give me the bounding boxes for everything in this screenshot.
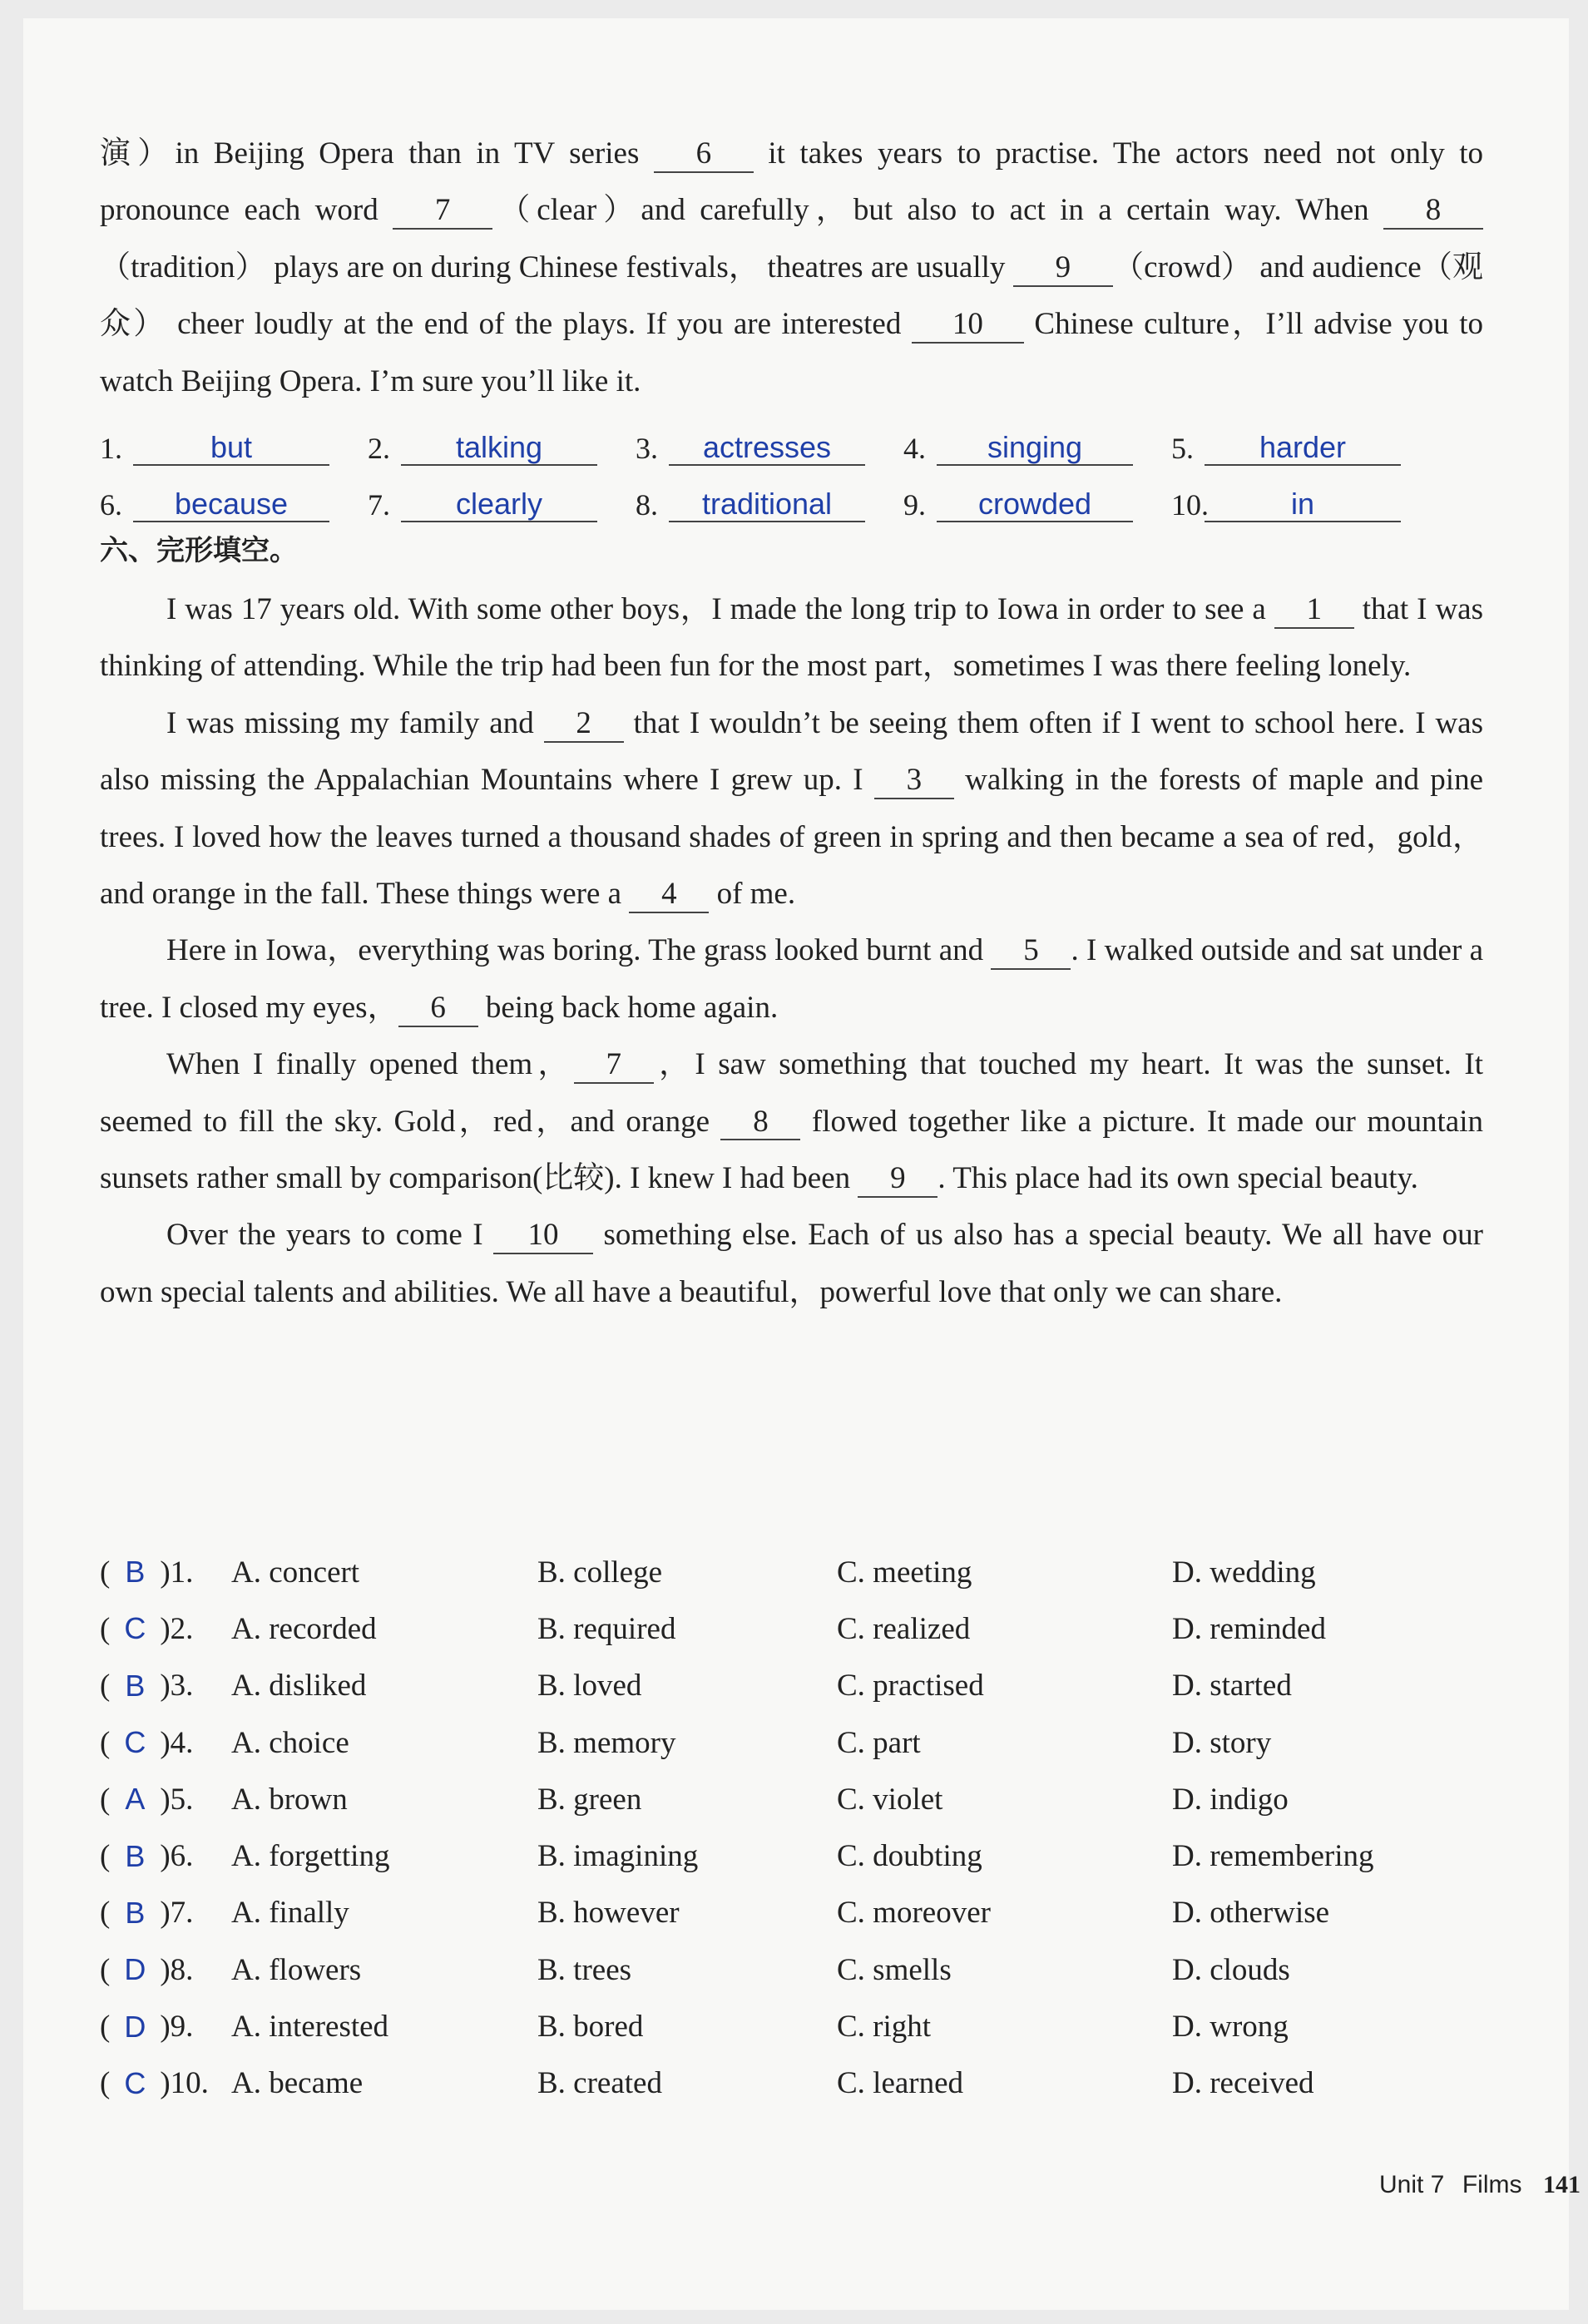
option-a: A. flowers [231,1952,362,1987]
answer-item [903,487,1171,522]
multiple-choice-list [100,1544,1514,2112]
unit-title: Films [1462,2171,1522,2198]
question-num-text: 9. [170,2010,194,2045]
answer-item [368,487,636,522]
blank-10: 10 [493,1219,593,1254]
passage-text: ，I saw something that touched my heart. It was the sunset. It seemed to fill the sky. Gold，red，and orange [100,1047,1483,1139]
option-c: C. moreover [837,1896,991,1931]
answer-number: 8. [636,488,658,522]
answer-item [1171,430,1439,466]
option-b: B. memory [537,1725,676,1760]
blank-6: 6 [654,137,754,173]
top-passage [100,126,1483,410]
answer-item [100,430,368,466]
answer-number: 1. [100,432,122,465]
option-b: B. however [537,1896,680,1931]
option-a: A. choice [231,1725,349,1760]
fill-in-answers [100,409,1483,522]
option-d: D. remembering [1172,1839,1374,1874]
question-row [100,2055,1514,2112]
page-number: 141 [1543,2171,1581,2198]
question-row [100,1544,1514,1600]
blank-9: 9 [858,1162,937,1198]
answer-item [368,430,636,466]
option-c: C. part [837,1725,921,1760]
passage-text: Chinese culture，I’ll advise you to watch Beijing Opera. I’m sure you’ll like it. [100,307,1484,398]
passage-text: it takes years to practise. The actors need not only to pronounce each word [100,136,1484,228]
handwritten-answer: clearly [401,487,597,522]
question-number: ( D ) 8. [100,1952,194,1987]
question-num-text: 3. [170,1669,194,1703]
cloze-paragraph-5 [100,1207,1483,1321]
question-number: ( B ) 6. [100,1838,194,1874]
question-num-text: 5. [170,1782,194,1817]
answer-item [636,487,903,522]
handwritten-answer: singing [937,430,1133,466]
option-a: A. forgetting [231,1839,390,1874]
handwritten-choice: B [125,1838,146,1873]
option-c: C. realized [837,1611,971,1646]
answer-item [903,430,1171,466]
handwritten-answer: actresses [669,430,865,466]
answer-number: 7. [368,488,390,522]
answer-item [100,487,368,522]
option-b: B. bored [537,2010,644,2045]
question-row [100,1885,1514,1941]
handwritten-choice: D [124,2009,146,2044]
handwritten-choice: C [124,1611,146,1646]
option-a: A. finally [231,1896,349,1931]
question-num-text: 10. [170,2066,209,2101]
passage-text: When I finally opened them， [166,1047,574,1082]
passage-text: that I was thinking of attending. While the trip had been fun for the most part，sometimes I was there feeling lonely. [100,592,1483,684]
option-c: C. learned [837,2066,964,2101]
passage-text: being back home again. [477,990,779,1025]
unit-label: Unit 7 [1378,2171,1445,2198]
blank-5: 5 [991,934,1071,970]
question-num-text: 1. [170,1555,194,1590]
answer-number: 3. [636,432,658,465]
option-b: B. trees [537,1952,632,1987]
question-num-text: 4. [170,1725,194,1760]
page-footer [1248,2171,1581,2199]
question-number: ( B ) 3. [100,1668,194,1703]
option-c: C. violet [837,1782,943,1817]
option-b: B. created [537,2066,662,2101]
cloze-paragraph-4 [100,1036,1483,1207]
question-num-text: 2. [170,1611,194,1646]
blank-7: 7 [393,194,492,230]
passage-text: of me. [709,877,796,912]
question-row [100,1827,1514,1884]
question-number: ( B ) 7. [100,1895,194,1931]
option-a: A. became [231,2066,364,2101]
question-num-text: 7. [170,1896,194,1931]
option-b: B. college [537,1555,663,1590]
question-row [100,1714,1514,1771]
question-num-text: 6. [170,1839,194,1874]
option-c: C. smells [837,1952,952,1987]
option-c: C. practised [837,1669,984,1703]
answer-number: 2. [368,432,390,465]
option-d: D. otherwise [1172,1896,1330,1931]
blank-8: 8 [1383,194,1483,230]
handwritten-answer: harder [1205,430,1401,466]
answer-number: 6. [100,488,122,522]
workbook-page [23,18,1581,2310]
passage-text: （clear）and carefully，but also to act in a certain way. When [492,193,1383,228]
handwritten-answer: because [133,487,329,522]
handwritten-choice: C [124,2065,146,2100]
option-d: D. wedding [1172,1555,1316,1590]
blank-4: 4 [629,878,709,913]
answer-number: 4. [903,432,926,465]
option-b: B. loved [537,1669,642,1703]
cloze-paragraph-3 [100,922,1483,1036]
option-d: D. started [1172,1669,1292,1703]
question-number: ( C ) 4. [100,1725,194,1760]
question-row [100,1998,1514,2055]
passage-text: Over the years to come I [166,1218,494,1253]
handwritten-choice: B [125,1668,146,1703]
passage-text: Here in Iowa，everything was boring. The grass looked burnt and [166,933,992,968]
option-c: C. meeting [837,1555,972,1590]
option-b: B. green [537,1782,642,1817]
question-row [100,1600,1514,1657]
question-number: ( C ) 2. [100,1611,194,1646]
answer-row [100,466,1483,522]
blank-1: 1 [1274,593,1354,629]
passage-text: walking in the forests of maple and pine trees. I loved how the leaves turned a thousand shades of green in spring and then became a sea of red，gold，and orange in the fall. These things were a [100,763,1484,912]
question-num-text: 8. [170,1952,194,1987]
passage-text: something else. Each of us also has a special beauty. We all have our own special talents and abilities. We all have a beautiful，powerful love that only we can share. [100,1218,1483,1309]
blank-10: 10 [912,308,1024,344]
cloze-paragraph-1 [100,581,1483,695]
question-row [100,1941,1514,1998]
option-b: B. imagining [537,1839,699,1874]
handwritten-choice: B [125,1895,146,1930]
passage-text: flowed together like a picture. It made our mountain sunsets rather small by comparison(比较). I knew I had been [100,1104,1483,1196]
passage-text: that I wouldn’t be seeing them often if I went to school here. I was also missing the Appalachian Mountains where I grew up. I [100,705,1483,798]
blank-2: 2 [544,707,624,743]
blank-9: 9 [1013,251,1113,287]
blank-7: 7 [574,1048,654,1084]
passage-text: . This place had its own special beauty. [937,1161,1418,1196]
option-d: D. wrong [1172,2010,1289,2045]
answer-row [100,409,1483,466]
option-d: D. reminded [1172,1611,1326,1646]
option-d: D. clouds [1172,1952,1290,1987]
option-d: D. story [1172,1725,1272,1760]
question-row [100,1771,1514,1827]
answer-item [636,430,903,466]
option-c: C. doubting [837,1839,982,1874]
handwritten-answer: but [133,430,329,466]
answer-number: 9. [903,488,926,522]
question-number: ( A ) 5. [100,1782,194,1817]
passage-text: I was 17 years old. With some other boys，I made the long trip to Iowa in order to see a [166,592,1274,626]
handwritten-choice: D [124,1952,146,1987]
option-a: A. disliked [231,1669,367,1703]
handwritten-choice: B [125,1555,146,1590]
handwritten-answer: talking [401,430,597,466]
answer-number: 5. [1171,432,1194,465]
question-number: ( C ) 10. [100,2065,209,2101]
option-b: B. required [537,1611,676,1646]
handwritten-answer: crowded [937,487,1133,522]
option-a: A. concert [231,1555,360,1590]
option-d: D. received [1172,2066,1314,2101]
passage-text: （crowd） and audience（观众） cheer loudly at the end of the plays. If you are interested [100,250,1483,342]
option-a: A. brown [231,1782,348,1817]
answer-item [1171,487,1439,522]
passage-text: . I walked outside and sat under a tree. I closed my eyes， [100,933,1483,1025]
answer-number: 10. [1171,488,1209,522]
handwritten-choice: C [124,1725,146,1760]
option-a: A. interested [231,2010,389,2045]
option-c: C. right [837,2010,932,2045]
question-row [100,1658,1514,1714]
option-d: D. indigo [1172,1782,1289,1817]
handwritten-choice: A [125,1782,146,1817]
handwritten-answer: traditional [669,487,865,522]
blank-8: 8 [720,1105,800,1141]
blank-3: 3 [874,764,954,799]
cloze-passage [100,581,1483,1321]
option-a: A. recorded [231,1611,377,1646]
passage-text: 演）in Beijing Opera than in TV series [100,136,654,171]
blank-6: 6 [398,991,478,1027]
question-number: ( B ) 1. [100,1555,194,1590]
handwritten-answer: in [1205,487,1401,522]
section-title: 六、完形填空。 [100,534,298,567]
passage-text: I was missing my family and [166,705,544,740]
cloze-paragraph-2 [100,695,1483,923]
question-number: ( D ) 9. [100,2009,194,2045]
passage-text: （tradition） plays are on during Chinese festivals， theatres are usually [100,250,1013,284]
